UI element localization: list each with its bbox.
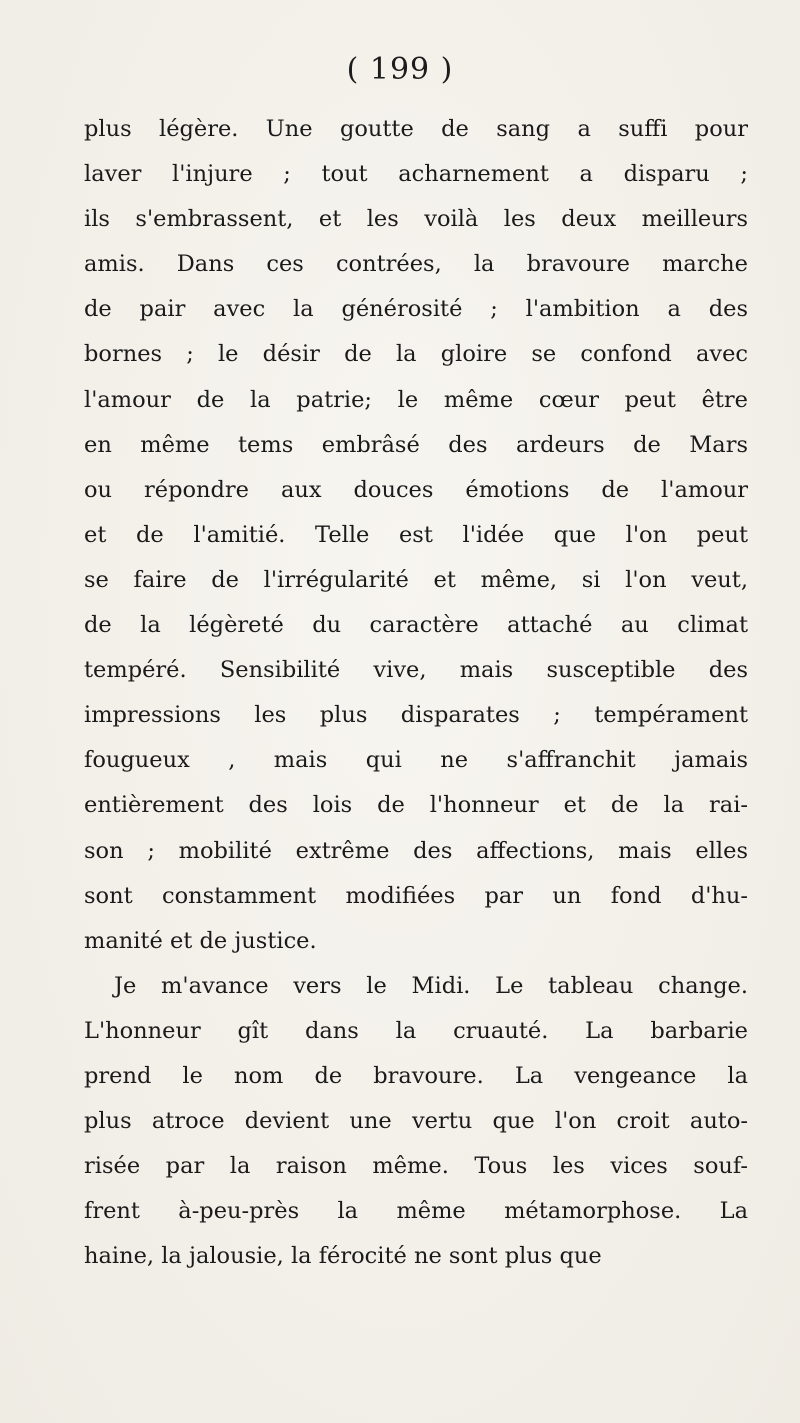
text-line: manité et de justice. <box>84 927 317 954</box>
text-line: impressions les plus disparates ; tempérament <box>84 702 748 729</box>
paragraph-1 <box>84 107 748 964</box>
text-line: se faire de l'irrégularité et même, si l'on veut, <box>84 566 748 593</box>
text-line: amis. Dans ces contrées, la bravoure marche <box>84 251 748 278</box>
text-line: en même tems embrâsé des ardeurs de Mars <box>84 431 748 458</box>
text-line: plus légère. Une goutte de sang a suffi pour <box>84 116 748 142</box>
text-line: entièrement des lois de l'honneur et de la rai- <box>84 792 748 819</box>
text-line: risée par la raison même. Tous les vices souf- <box>84 1153 748 1180</box>
text-line: tempéré. Sensibilité vive, mais susceptible des <box>84 657 748 684</box>
text-line: l'amour de la patrie; le même cœur peut être <box>84 386 748 413</box>
text-line: de pair avec la générosité ; l'ambition a des <box>84 296 748 323</box>
text-line: Je m'avance vers le Midi. Le tableau change. <box>114 972 748 999</box>
text-line: plus atroce devient une vertu que l'on croit auto- <box>84 1108 748 1135</box>
text-line: son ; mobilité extrême des affections, mais elles <box>84 837 748 864</box>
body-text <box>84 107 748 1279</box>
text-line: de la légèreté du caractère attaché au climat <box>84 612 748 639</box>
paragraph-2 <box>84 964 748 1280</box>
text-line: et de l'amitié. Telle est l'idée que l'on peut <box>84 521 748 548</box>
text-line: sont constamment modifiées par un fond d'hu- <box>84 882 748 909</box>
text-line: ils s'embrassent, et les voilà les deux meilleurs <box>84 206 748 233</box>
text-line: laver l'injure ; tout acharnement a disparu ; <box>84 161 748 188</box>
text-line: bornes ; le désir de la gloire se confond avec <box>84 341 748 368</box>
text-line: L'honneur gît dans la cruauté. La barbarie <box>84 1017 748 1044</box>
text-line: haine, la jalousie, la férocité ne sont plus que <box>84 1243 602 1270</box>
text-line: fougueux , mais qui ne s'affranchit jamais <box>84 747 748 774</box>
text-line: ou répondre aux douces émotions de l'amour <box>84 476 748 503</box>
page-number: ( 199 ) <box>346 52 454 87</box>
text-line: prend le nom de bravoure. La vengeance la <box>84 1062 748 1089</box>
text-line: frent à-peu-près la même métamorphose. La <box>84 1198 748 1225</box>
